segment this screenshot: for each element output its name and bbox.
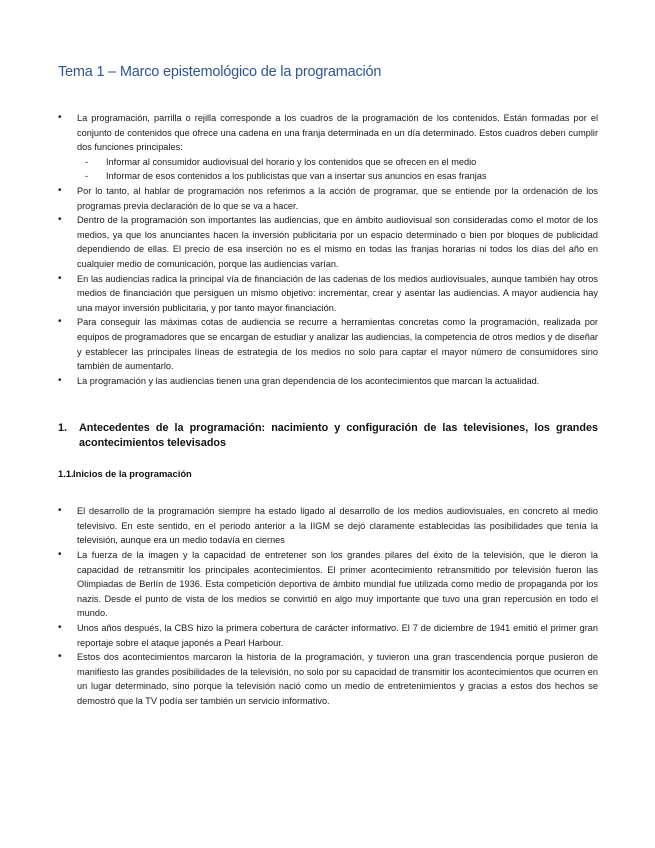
functions-dash-list: [77, 155, 598, 184]
list-item: • Estos dos acontecimientos marcaron la historia de la programación, y tuvieron una gran trascendencia porque pusieron de manifiesto las grandes posibilidades de la televisión, no solo por su capacidad de transmitir los acontecimientos que ocurren en un lugar determinado, sino porque la televisión nació como un medio de entretenimientos y gracias a estos dos hechos se demostró que la TV podía ser también un servicio informativo.: [58, 650, 598, 708]
list-item: • Por lo tanto, al hablar de programación nos referimos a la acción de programar, que se entiende por la ordenación de los programas previa declaración de lo que se va a hacer.: [58, 184, 598, 213]
section-title: Antecedentes de la programación: nacimiento y configuración de las televisiones, los grandes acontecimientos televisados: [79, 422, 598, 450]
bullet-text: La programación, parrilla o rejilla corresponde a los cuadros de la programación de los contenidos. Están formadas por el conjunto de contenidos que ofrece una cadena en una franja determinada en un día determinado. Estos cuadros deben cumplir dos funciones principales:: [77, 113, 598, 153]
list-item: • La programación y las audiencias tienen una gran dependencia de los acontecimientos que marcan la actualidad.: [58, 374, 598, 389]
section-bullet-list: [58, 504, 598, 708]
subsection-title: Inicios de la programación: [73, 468, 192, 480]
list-item: - Informar de esos contenidos a los publicistas que van a insertar sus anuncios en esas franjas: [77, 169, 598, 184]
section-heading: [58, 421, 598, 451]
intro-bullet-list: [58, 111, 598, 388]
list-item: - Informar al consumidor audiovisual del horario y los contenidos que se ofrecen en el medio: [77, 155, 598, 170]
list-item: • Unos años después, la CBS hizo la primera cobertura de carácter informativo. El 7 de diciembre de 1941 emitió el primer gran reportaje sobre el ataque japonés a Pearl Harbour.: [58, 621, 598, 650]
list-item: • Para conseguir las máximas cotas de audiencia se recurre a herramientas concretas como la programación, realizada por equipos de programadores que se encargan de estudiar y analizar las audiencias, la competencia de otros medios y de diseñar y establecer las principales líneas de estrategia de los medios no solo para captar el mayor número de consumidores sino también de aumentarlo.: [58, 315, 598, 373]
document-page: [58, 64, 598, 709]
list-item: • Dentro de la programación son importantes las audiencias, que en ámbito audiovisual son consideradas como el motor de los medios, ya que los anunciantes hacen la inversión publicitaria por un espacio determinado o bien por bloques de publicidad dependiendo de ellas. El precio de esa inserción no es el mismo en todas las franjas horarias ni todos los días del año en cualquier medio de comunicación, porque las audiencias varían.: [58, 213, 598, 271]
document-title: Tema 1 – Marco epistemológico de la programación: [58, 64, 382, 80]
list-item: • El desarrollo de la programación siempre ha estado ligado al desarrollo de los medios audiovisuales, en concreto al medio televisivo. En este sentido, en el periodo anterior a la IIGM se dejó claramente establecidas las posibilidades que tenía la televisión, aunque era un medio todavía en ciernes: [58, 504, 598, 548]
list-item: • En las audiencias radica la principal vía de financiación de las cadenas de los medios audiovisuales, aunque también hay otros medios de financiación que persiguen un mismo objetivo: incrementar, crear y asentar las audiencias. A mayor audiencia hay una mayor inversión publicitaria, y por tanto mayor financiación.: [58, 272, 598, 316]
subsection-heading: [58, 467, 598, 480]
subsection-number: 1.1.: [58, 468, 74, 480]
list-item: • La fuerza de la imagen y la capacidad de entretener son los grandes pilares del éxito de la televisión, que le dieron la capacidad de retransmitir los principales acontecimientos. El primer acontecimiento retransmitido por televisión fueron las Olimpiadas de Berlín de 1936. Esta competición deportiva de ámbito mundial fue utilizada como medio de propaganda por los nazis. Desde el punto de vista de los medios se convirtió en algo muy importante que tuvo una gran repercusión en todo el mundo.: [58, 548, 598, 621]
list-item: [58, 111, 598, 184]
section-number: 1.: [58, 422, 68, 435]
